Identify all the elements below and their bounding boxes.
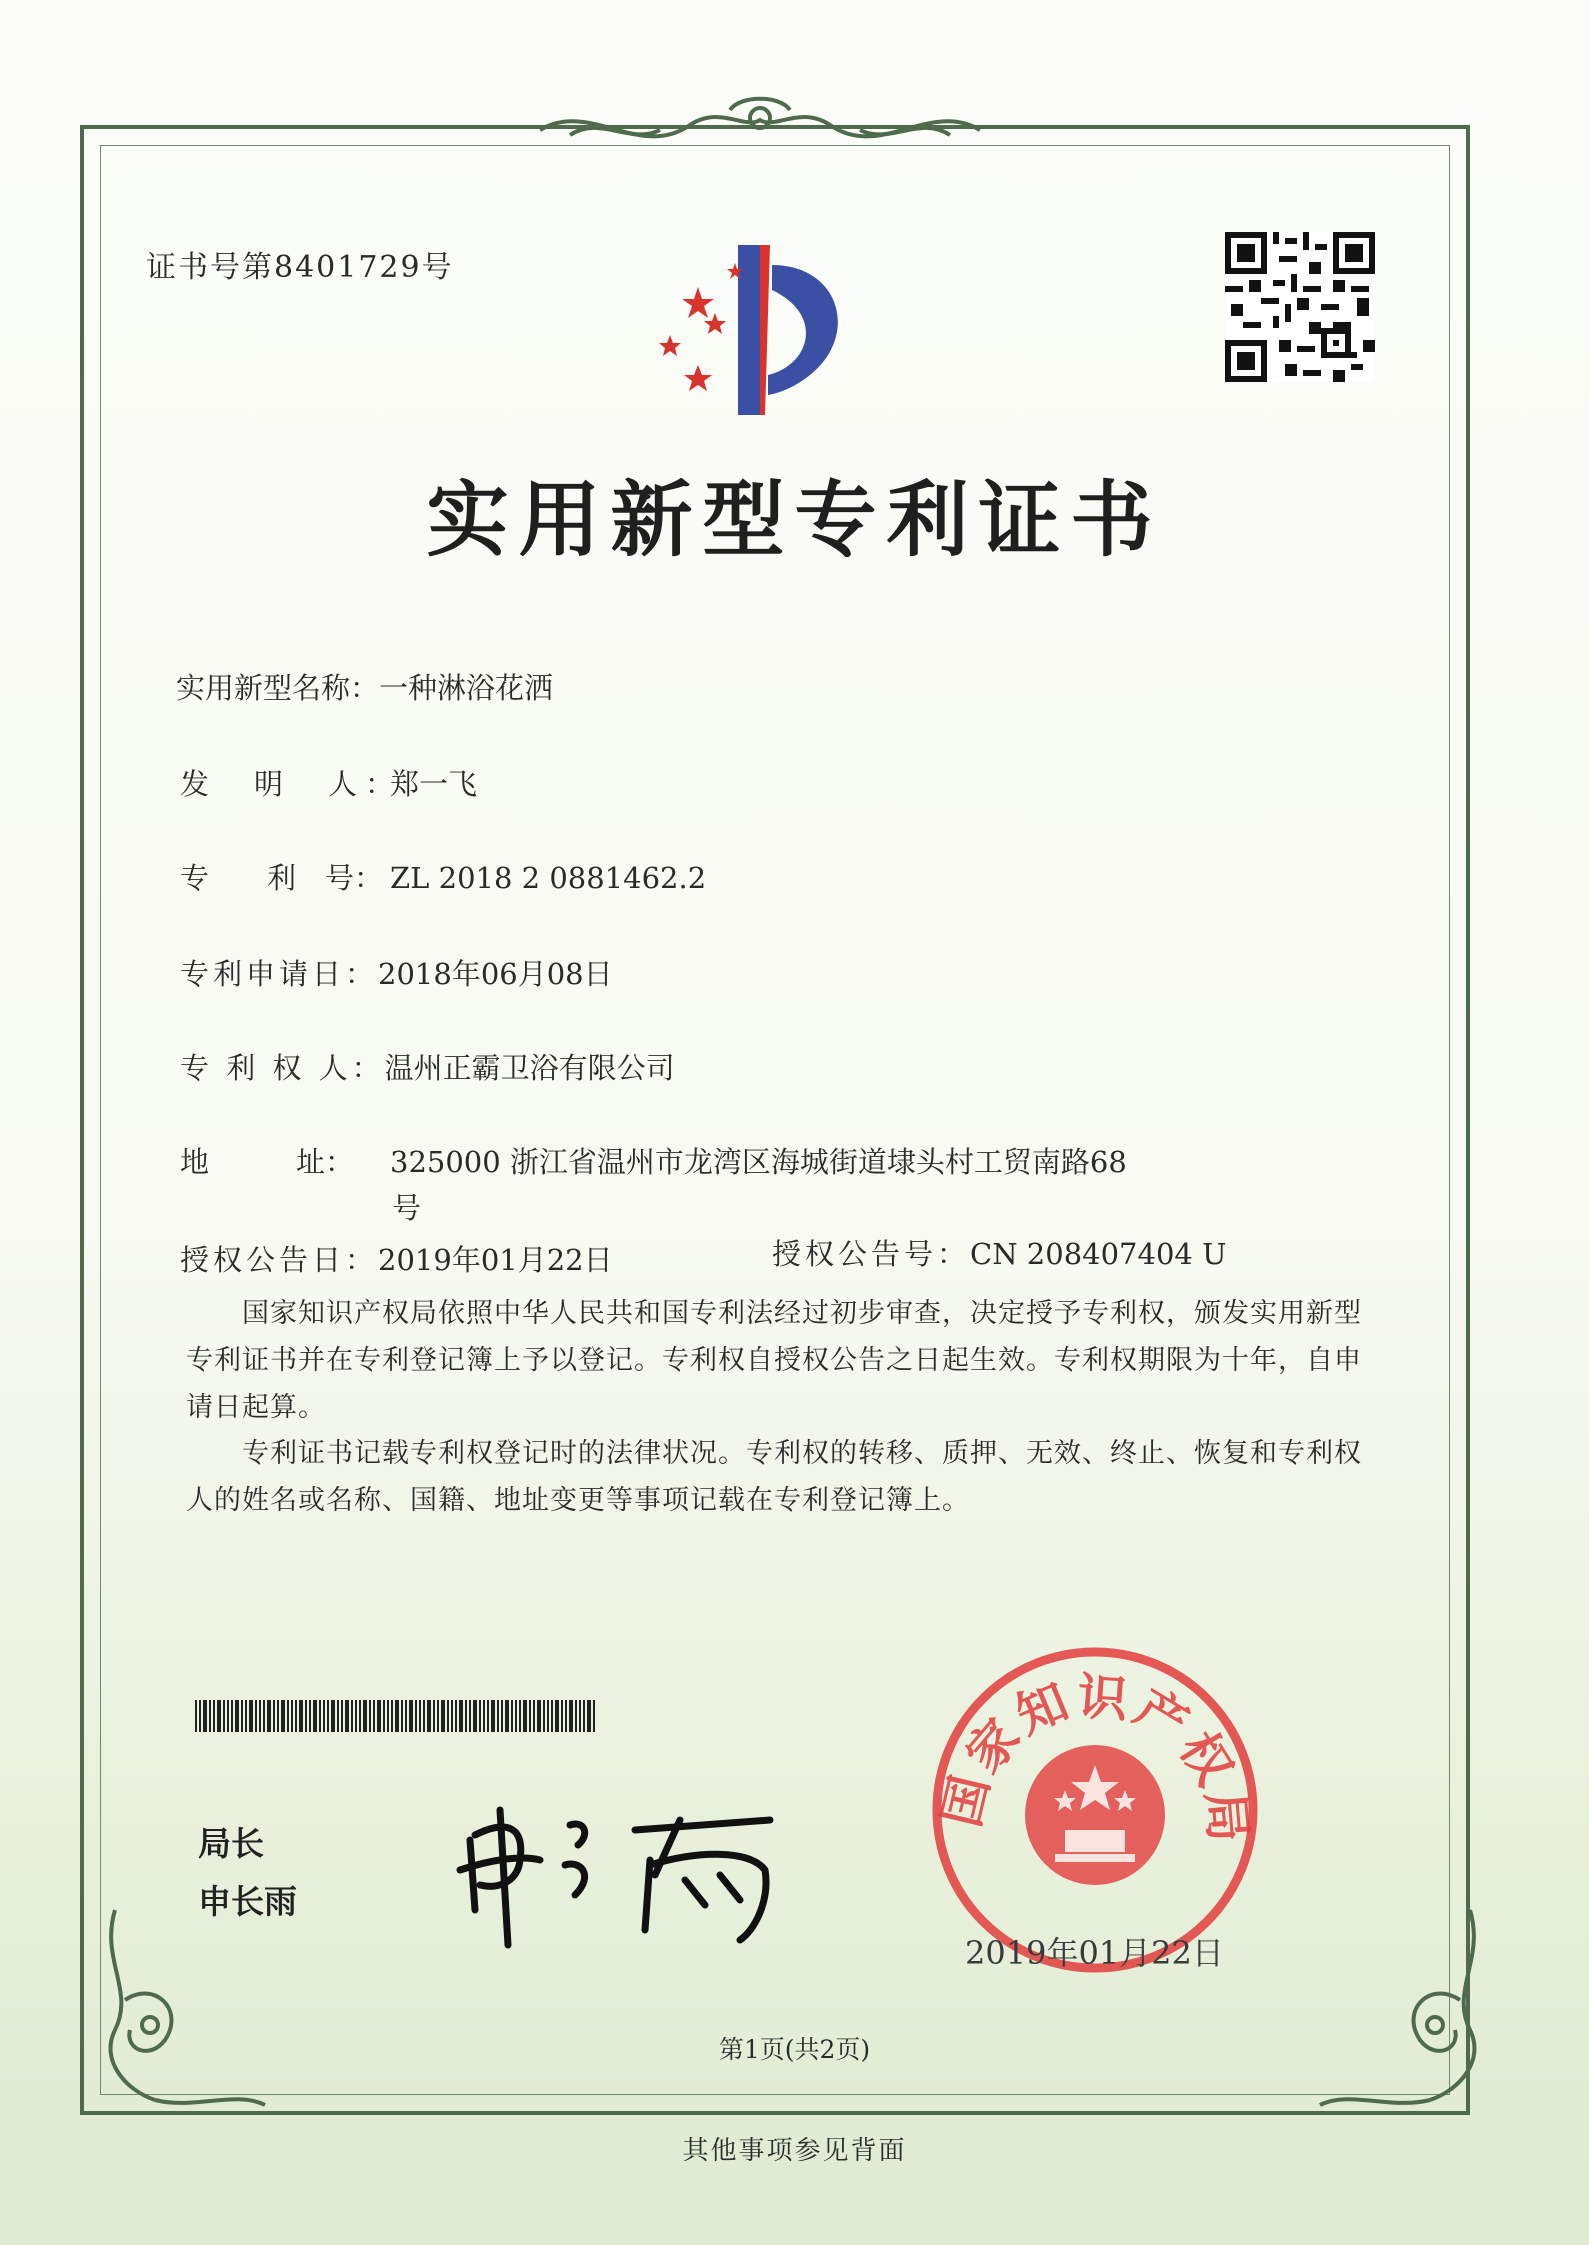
field-label: 授权公告号： bbox=[772, 1237, 971, 1271]
footer-note: 其他事项参见背面 bbox=[682, 2136, 907, 2166]
bottom-right-ornament bbox=[1310, 1900, 1490, 2120]
handwritten-signature-icon bbox=[450, 1790, 790, 1950]
patent-office-logo-icon bbox=[640, 225, 880, 425]
grant-date: 2019年01月22日 bbox=[378, 1243, 613, 1277]
inventor-row bbox=[180, 762, 477, 803]
barcode-icon bbox=[195, 1700, 595, 1732]
address-line-1: 325000 浙江省温州市龙湾区海城街道埭头村工贸南路68 bbox=[390, 1145, 1127, 1179]
application-date-row bbox=[180, 952, 613, 993]
patentee-name: 温州正霸卫浴有限公司 bbox=[384, 1051, 675, 1085]
field-label: 地 址： bbox=[180, 1145, 355, 1179]
body-paragraph-2: 专利证书记载专利权登记时的法律状况。专利权的转移、质押、无效、终止、恢复和专利权人的姓名或名称、国籍、地址变更等事项记载在专利登记簿上。 bbox=[186, 1438, 1362, 1516]
field-label: 专 利 权 人： bbox=[180, 1051, 385, 1085]
certificate-title: 实用新型专利证书 bbox=[426, 472, 1163, 568]
top-ornament bbox=[530, 90, 990, 160]
utility-model-name: 一种淋浴花洒 bbox=[379, 671, 554, 705]
address-line-2: 号 bbox=[392, 1191, 422, 1225]
body-paragraph-1: 国家知识产权局依照中华人民共和国专利法经过初步审查，决定授予专利权，颁发实用新型专利证书并在专利登记簿上予以登记。专利权自授权公告之日起生效。专利权期限为十年，自申请日起算。 bbox=[186, 1298, 1362, 1423]
qr-code-icon bbox=[1225, 232, 1375, 382]
field-label: 专利申请日： bbox=[180, 957, 379, 991]
seal-date: 2019年01月22日 bbox=[965, 1934, 1224, 1972]
grant-number-row bbox=[772, 1232, 1227, 1273]
address-row bbox=[180, 1140, 1127, 1181]
field-label: 发 明 人： bbox=[180, 767, 403, 801]
grant-date-row bbox=[180, 1238, 613, 1279]
bottom-left-ornament bbox=[95, 1900, 275, 2120]
seal-text: 国家知识产权局 bbox=[932, 1667, 1258, 1849]
signer-name: 申长雨 bbox=[198, 1882, 297, 1921]
patent-number: ZL 2018 2 0881462.2 bbox=[390, 861, 707, 895]
utility-model-name-row bbox=[176, 666, 553, 707]
application-date: 2018年06月08日 bbox=[378, 957, 613, 991]
page-number: 第1页(共2页) bbox=[718, 2035, 871, 2064]
patentee-row bbox=[180, 1046, 675, 1087]
inventor-name: 郑一飞 bbox=[390, 767, 478, 801]
patent-number-row bbox=[180, 856, 706, 897]
signer-title: 局长 bbox=[198, 1824, 264, 1863]
field-label: 授权公告日： bbox=[180, 1243, 379, 1277]
grant-number: CN 208407404 U bbox=[970, 1237, 1227, 1271]
field-label: 实用新型名称： bbox=[176, 671, 380, 705]
field-label: 专 利 号： bbox=[180, 861, 384, 895]
certificate-number: 证书号第8401729号 bbox=[146, 250, 454, 285]
